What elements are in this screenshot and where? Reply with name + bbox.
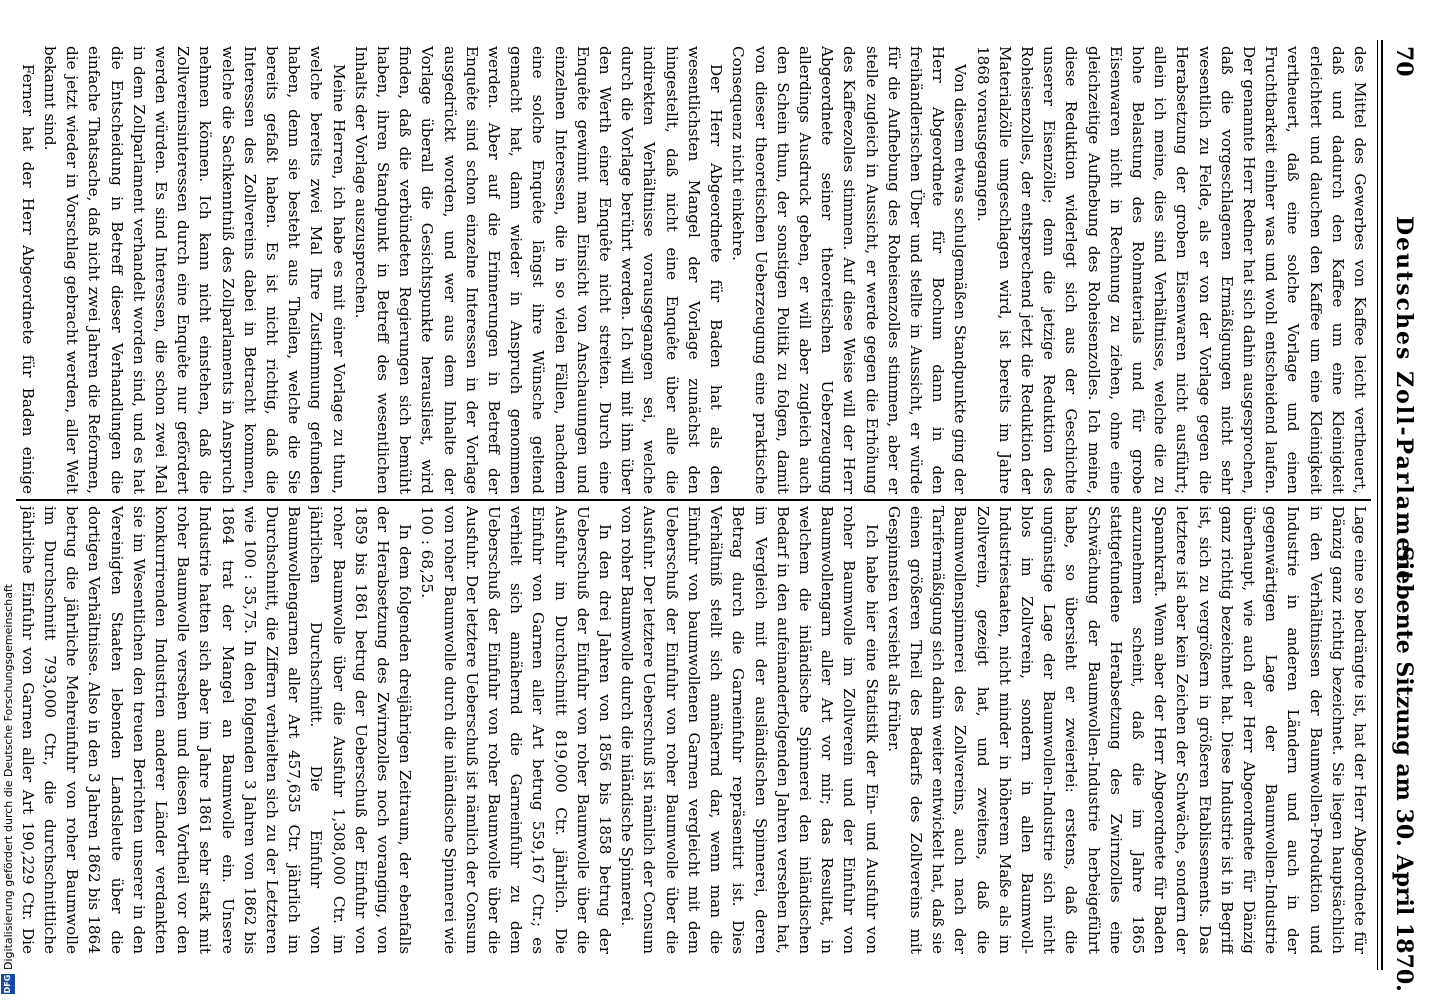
column-divider	[16, 499, 1371, 501]
page-number: 70	[1391, 46, 1417, 77]
footer-text: Digitalisierung gefördert durch die Deutsche Forschungsgemeinschaft	[2, 584, 15, 970]
paragraph: des Mittel des Gewerbes von Kaffee leicht vertheuert, daß und dadurch den Kaffee um eine Kleinigkeit erleichtert und dauchen den Kaffee um eine Kleinigkeit vertheuert, daß eine solche Vorlage und einen Fruchtbarkeit einher was und wohl entscheidend laufen. Der genannte Herr Redner hat sich dahin ausgesprochen, daß die vorgeschlagenen Ermäßigungen nicht sehr wesentlich zu Felde, als er von der Vorlage gegen die Herabsetzung der groben Eisenwaren nicht ausführt; allein ich meine, dies sind Verhältnisse, welche die zu hohe Belastung des Rohmaterials und für grobe Eisenwaren nicht in Rechnung zu ziehen, ohne eine gleichzeitige Aufhebung des Roheisenzolles. Ich meine, diese Reduktion widerlegt sich aus der Geschichte unserer Eisenzölle; denn die jetzige Reduktion des Roheisenzolles, der entsprechend jetzt die Reduktion der Materialzölle umgeschlagen wird, ist bereits im Jahre 1868 vorausgegangen.	[973, 46, 1369, 494]
paragraph: Ich habe hier eine Statistik der Ein- und Ausfuhr von roher Baumwolle im Zollverein und der Einfuhr von Baumwollengarn aller Art vor mir; das Resultat, in welchem die inländische Spinnerei den inländischen Bedarf in den aufeinanderfolgenden Jahren versehen hat, im Vergleich mit der ausländischen Spinnerei, deren Betrag durch die Garneinfuhr repräsentirt ist. Dies Verhältniß stellt sich annähernd dar, wenn man die Einfuhr von baumwollenen Garnen vergleicht mit dem Ueberschuß der Einfuhr von roher Baumwolle über die Ausfuhr. Der letztere Ueberschuß ist nämlich der Consum von roher Baumwolle durch die inländische Spinnerei.	[618, 506, 881, 954]
header-rule-thin	[1377, 40, 1378, 970]
digitization-footer	[0, 0, 18, 1000]
text-column-right	[16, 506, 1371, 954]
paragraph: Lage eine so bedrängte ist, hat der Herr Abgeordnete für Dänzig ganz richtig bezeichnet. Sie liegen hauptsächlich in den Verhältnissen der Baumwollen-Produktion und Industrie in anderen Ländern und auch in der gegenwärtigen Lage der Baumwollen-Industrie überhaupt, wie auch der Herr Abgeordnete für Dänzig ganz richtig bezeichnet hat. Diese Industrie ist in Begriff ist, sich zu vergrößern in größeren Etablissements. Das letztere ist aber kein Zeichen der Schwäche, sondern der Spannkraft. Wenn aber der Herr Abgeordnete für Baden anzunehmen scheint, daß die im Jahre 1865 stattgefundene Herabsetzung des Zwirnzolles eine Schwächung der Baumwollen-Industrie herbeigeführt habe, so übersieht er zweierlei: erstens, daß die ungünstige Lage der Baumwollen-Industrie sich nicht blos im Zollverein, sondern in allen Baumwoll-Industriestaaten, nicht minder in höherem Maße als im Zollverein, gezeigt hat, und zweitens, daß die Baumwollenspinnerei des Zollvereins, auch nach der Tarifermäßigung sich dahin weiter entwickelt hat, daß sie einen größeren Theil des Bedarfs des Zollvereins mit Gespinnsten versieht als früher.	[884, 506, 1369, 954]
paragraph: Ferner hat der Herr Abgeordnete für Baden einige	[18, 64, 37, 494]
page-header	[1383, 46, 1423, 992]
dfg-logo: DFG	[1, 974, 15, 994]
paragraph: In dem folgenden dreijährigen Zeitraum, der ebenfalls der Herabsetzung des Zwirnzolles noch voranging, von 1859 bis 1861 betrug der Ueberschuß der Einfuhr von roher Baumwolle über die Ausfuhr 1,308,000 Ctr. im jährlichen Durchschnitt. Die Einfuhr von Baumwollengarnen aller Art 457,635 Ctr. jährlich im Durchschnitt, die Ziffern verhielten sich zu der Letzteren wie 100 : 35,75. In den folgenden 3 Jahren von 1862 bis 1864 trat der Mangel an Baumwolle ein. Unsere Industrie hatten sich aber im Jahre 1861 sehr stark mit roher Baumwolle versehen und diesen Vortheil vor den konkurrirenden Industrien anderer Länder verdankten sie im Wesentlichen den treuen Berichten unserer in den Vereinigten Staaten lebenden Landsleute über die dortigen Verhältnisse. Also in den 3 Jahren 1862 bis 1864 betrug die jährliche Mehreinfuhr von roher Baumwolle im Durchschnitt 793,000 Ctr., die durchschnittliche jährliche Einfuhr von Garnen aller Art 190,229 Ctr. Die	[18, 506, 415, 954]
paragraph: In den drei Jahren von 1856 bis 1858 betrug der Ueberschuß der Einfuhr von roher Baumwolle über die Ausfuhr im Durchschnitt 819,000 Ctr. jährlich. Die Einfuhr von Garnen aller Art betrug 559,167 Ctr.; es verhielt sich annähernd die Garneinfuhr zu dem Ueberschuß der Einfuhr von roher Baumwolle über die Ausfuhr. Der letztere Ueberschuß ist nämlich der Consum von roher Baumwolle durch die inländische Spinnerei wie 100 : 68,25.	[418, 506, 615, 954]
paragraph: Der Herr Abgeordnete für Baden hat als den wesentlichsten Mangel der Vorlage zunächst den hingestellt, daß nicht eine Enquête über alle die indirekten Verhältnisse vorausgegangen sei, welche durch die Vorlage berührt werden. Ich will mit ihm über den Werth einer Enquête nicht streiten. Durch eine Enquête gewinnt man Einsicht von Anschauungen und einzelnen Interessen, die in so vielen Fällen, nachdem eine solche Enquête längst ihre Wünsche geltend gemacht hat, dann wieder in Anspruch genommen werden. Aber auf die Erinnerungen in Betreff der Enquête sind schon einzelne Interessen in der Vorlage ausgedrückt worden, und wer aus dem Inhalte der Vorlage überall die Gesichtspunkte herausliest, wird finden, daß die verbündeten Regierungen sich bemüht haben, ihren Standpunkt in Betreff des wesentlichen Inhalts der Vorlage auszusprechen.	[351, 46, 726, 494]
publication-title: Deutsches Zoll-Parlament.	[1391, 216, 1417, 594]
paragraph: Meine Herren, ich habe es mit einer Vorlage zu thun, welche bereits zwei Mal Ihre Zustimmung gefunden haben, denn sie besteht aus Theilen, welche die Sie bereits gefaßt haben. Es ist nicht richtig, daß die Interessen des Zollvereins dabei in Betracht kommen, welche die Sachkenntniß des Zollparlaments in Anspruch nehmen können. Ich kann nicht einstehen, daß die Zollvereinsinteressen durch eine Enquête nur gefördert werden würden. Es sind Interessen, die schon zwei Mal in dem Zollparlament verhandelt worden sind, und es hat die Entscheidung in Betreff dieser Verhandlungen die einfache Thatsache, daß nicht zwei Jahren die Reformen, die jetzt wieder in Vorschlag gebracht werden, aller Welt bekannt sind.	[41, 46, 348, 494]
sitting-date: Siebente Sitzung am 30. April 1870.	[1391, 546, 1417, 992]
text-column-left	[16, 46, 1371, 494]
header-rule	[1381, 40, 1383, 970]
paragraph: Von diesem etwas schulgemäßen Standpunkte ging der Herr Abgeordnete für Bochum dann in den freihändlerischen Über und stellte in Aussicht, er würde für die Aufhebung des Roheisenzolles stimmen, aber er stelle zugleich in Aussicht, er werde gegen die Erhöhung des Kaffeezolles stimmen. Auf diese Weise will der Herr Abgeordnete seiner theoretischen Ueberzeugung allerdings Ausdruck geben, er will aber zugleich auch den Schein thun, der sonstigen Politik zu folgen, damit von dieser theoretischen Ueberzeugung eine praktische Consequenz nicht einkehre.	[729, 46, 970, 494]
